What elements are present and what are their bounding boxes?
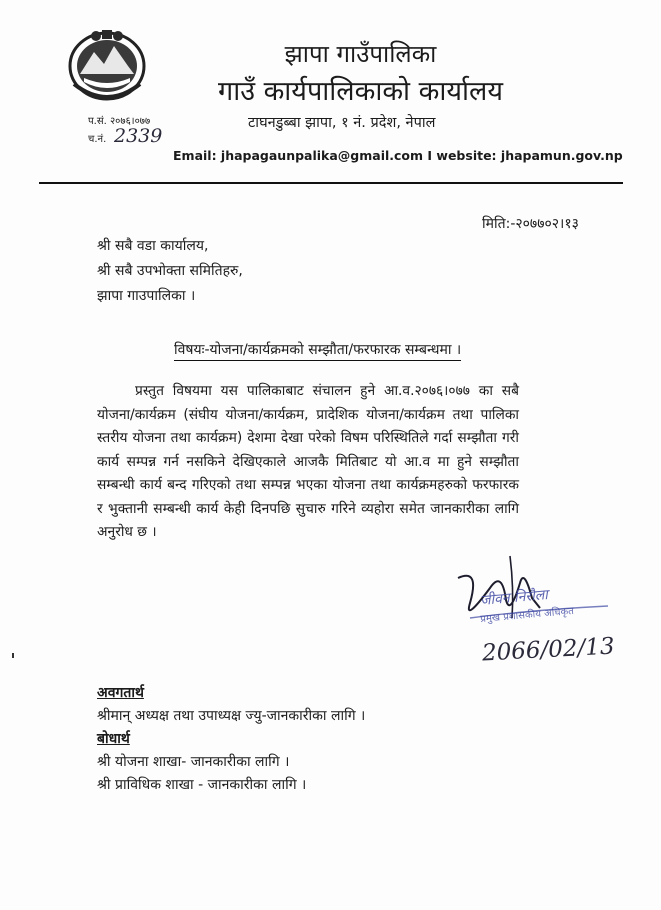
letter-subject: विषयः-योजना/कार्यक्रमको सम्झौता/फरफारक सम्बन्धमा । — [174, 340, 461, 361]
cc-action-line: श्री प्राविधिक शाखा - जानकारीका लागि । — [97, 777, 307, 793]
cc-info-line: श्रीमान् अध्यक्ष तथा उपाध्यक्ष ज्यु-जानकारीका लागि । — [97, 708, 366, 724]
letter-date: मिति:-२०७७०२।१३ — [482, 216, 579, 232]
dispatch-number: 2339 — [114, 125, 163, 147]
stamp-name: जीवन निरौला — [479, 587, 549, 609]
office-address: टाघनडुब्बा झापा, १ नं. प्रदेश, नेपाल — [248, 115, 436, 131]
reference-number: प.सं. २०७६।०७७ — [88, 116, 151, 127]
recipient-line: श्री सबै उपभोक्ता समितिहरु, — [97, 263, 243, 279]
contact-line: Email: jhapagaunpalika@gmail.com I website: jhapamun.gov.np — [173, 148, 623, 163]
cc-info-heading: अवगतार्थ — [97, 685, 144, 701]
letter-body: प्रस्तुत विषयमा यस पालिकाबाट संचालन हुने आ.व.२०७६।०७७ का सबै योजना/कार्यक्रम (संघीय योजना/कार्यक्रम, प्रादेशिक योजना/कार्यक्रम तथा पालिका स्तरीय योजना तथा कार्यक्रम) देशमा देखा परेको विषम परिस्थितिले गर्दा सम्झौता गरी कार्य सम्पन्न गर्न नसकिने देखिएकाले आजकै मितिबाट यो आ.व मा हुने सम्झौता सम्बन्धी कार्य बन्द गरिएको तथा सम्पन्न भएका योजना तथा कार्यक्रमहरुको फरफारक र भुक्तानी सम्बन्धी कार्य केही दिनपछि सुचारु गरिने व्यहोरा समेत जानकारीका लागि अनुरोध छ । — [97, 383, 519, 540]
office-name: गाउँ कार्यपालिकाको कार्यालय — [218, 76, 503, 107]
signature-date: 2066/02/13 — [481, 633, 616, 667]
recipient-line: झापा गाउपालिका । — [97, 288, 196, 304]
header-divider — [39, 182, 623, 184]
margin-mark — [12, 653, 14, 658]
stamp-title: प्रमुख प्रशासकीय अधिकृत — [479, 605, 575, 626]
cc-action-heading: बोधार्थ — [97, 731, 130, 747]
recipient-line: श्री सबै वडा कार्यालय, — [97, 238, 209, 254]
cc-action-line: श्री योजना शाखा- जानकारीका लागि । — [97, 754, 290, 770]
dispatch-label: च.नं. — [88, 134, 107, 145]
org-name: झापा गाउँपालिका — [284, 40, 437, 68]
